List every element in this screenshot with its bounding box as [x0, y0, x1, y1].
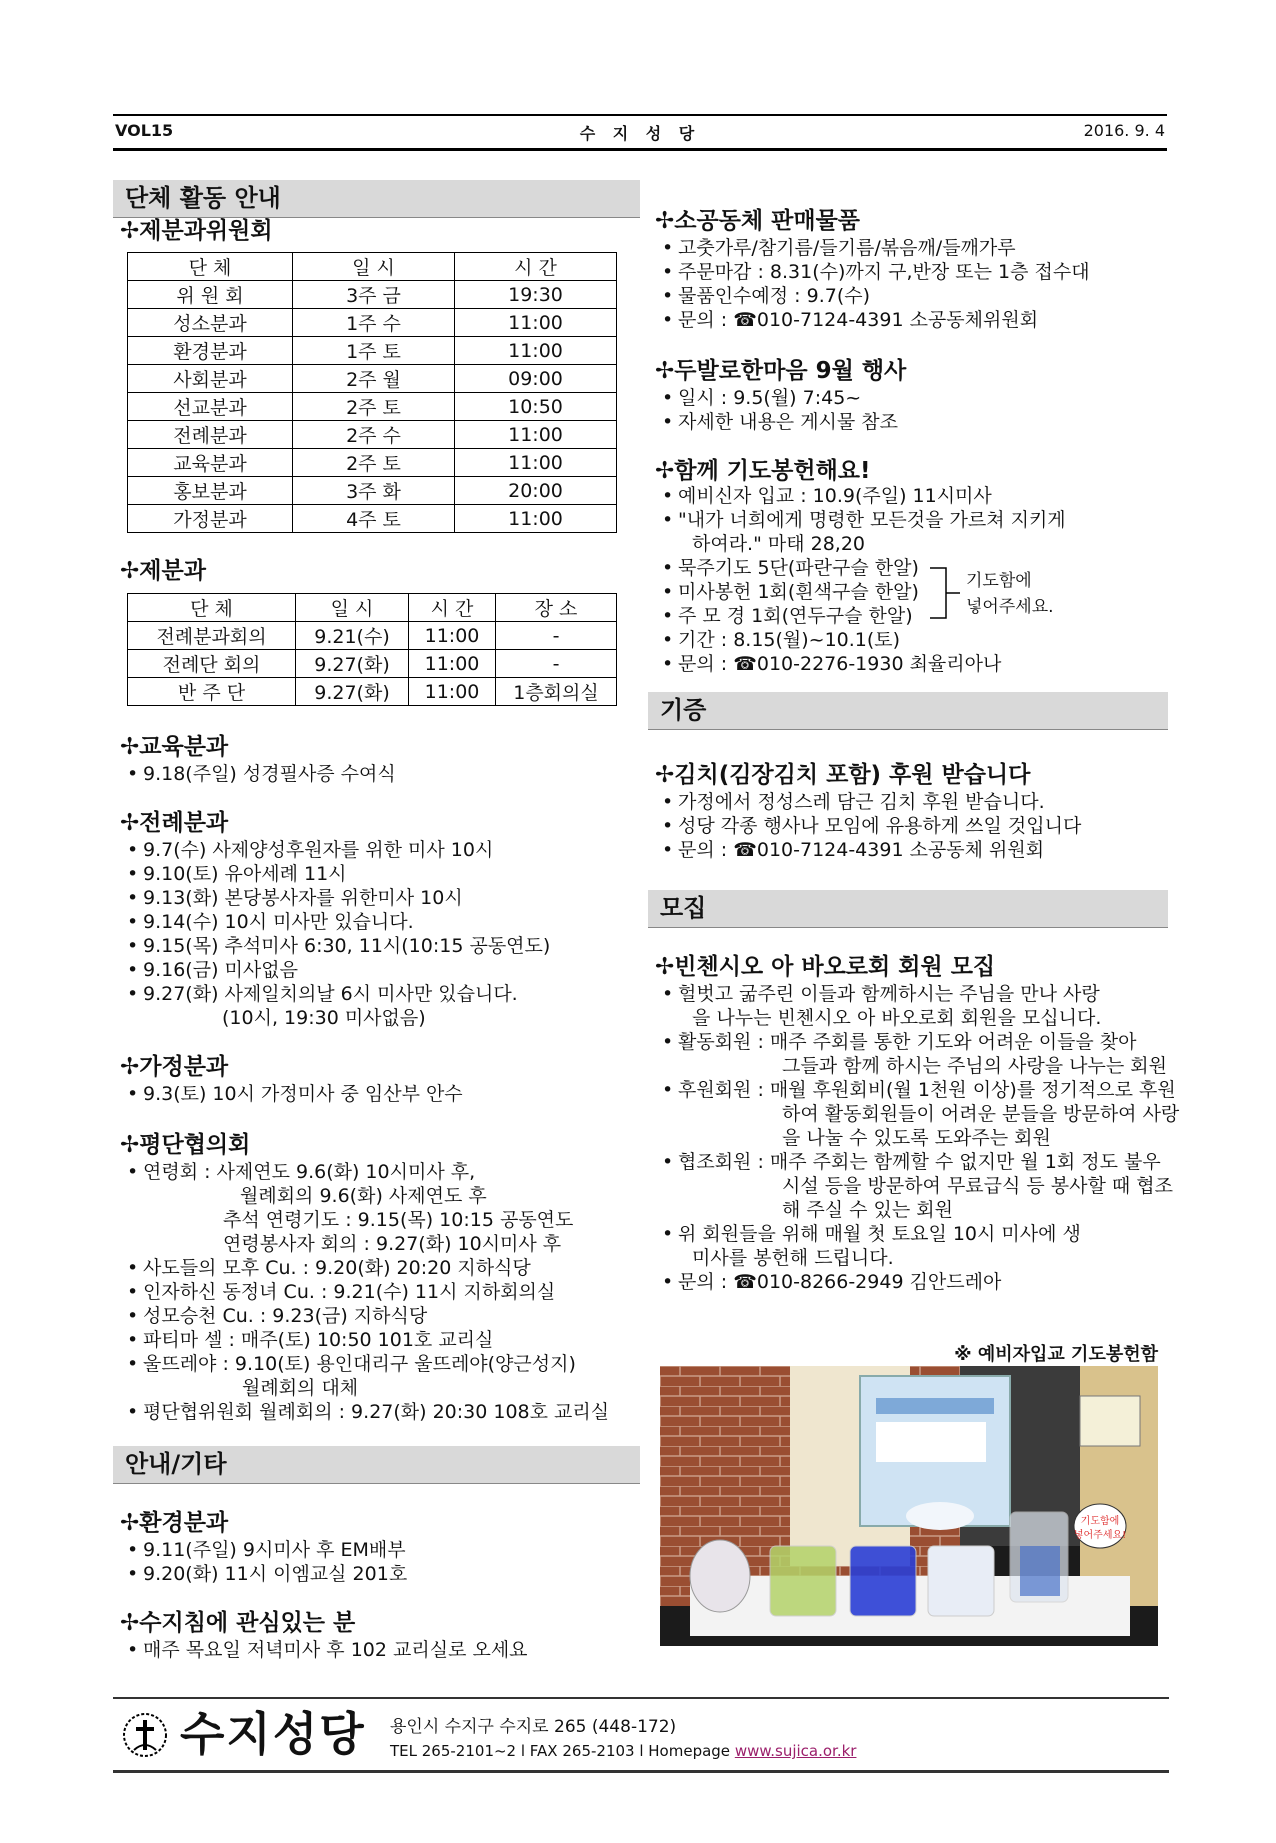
table-row	[128, 393, 617, 421]
footer-contact-text: TEL 265-2101~2 l FAX 265-2103 l Homepage	[390, 1742, 735, 1760]
table-cell: -	[496, 622, 617, 650]
table-row	[128, 449, 617, 477]
vincent-list-3	[662, 1078, 1176, 1102]
volume-label: VOL15	[115, 121, 174, 140]
table-cell: 위 원 회	[128, 281, 293, 309]
table-cell: 2주 토	[293, 393, 455, 421]
list-item-continuation: 월례회의 9.6(화) 사제연도 후	[240, 1185, 487, 1207]
table-header-row	[128, 594, 617, 622]
table-cell: 반 주 단	[128, 678, 296, 706]
church-logo-icon	[122, 1712, 168, 1758]
list-item: • 9.3(토) 10시 가정미사 중 임산부 안수	[127, 1082, 463, 1106]
list-item: • 매주 목요일 저녁미사 후 102 교리실로 오세요	[127, 1638, 528, 1662]
table-cell: 11:00	[455, 309, 617, 337]
table-cell: 가정분과	[128, 505, 293, 533]
table-cell: 선교분과	[128, 393, 293, 421]
list-item: • 미사봉헌 1회(흰색구슬 한알)	[662, 580, 919, 604]
list-item: • 기간 : 8.15(월)~10.1(토)	[662, 628, 1001, 652]
list-item: • 위 회원들을 위해 매월 첫 토요일 10시 미사에 생	[662, 1222, 1081, 1246]
table-cell: 1층회의실	[496, 678, 617, 706]
table-row	[128, 337, 617, 365]
table-cell: 10:50	[455, 393, 617, 421]
list-item: • 9.20(화) 11시 이엠교실 201호	[127, 1562, 407, 1586]
table-cell: 사회분과	[128, 365, 293, 393]
table-cell: 전례분과	[128, 421, 293, 449]
table-cell: 11:00	[409, 650, 496, 678]
table-header: 시 간	[455, 253, 617, 281]
laity-list-2	[127, 1256, 576, 1376]
list-item: • 9.13(화) 본당봉사자를 위한미사 10시	[127, 886, 550, 910]
list-item-continuation: 을 나누는 빈첸시오 아 바오로회 회원을 모십니다.	[692, 1007, 1102, 1029]
list-item: • 성모승천 Cu. : 9.23(금) 지하식당	[127, 1304, 576, 1328]
list-item: • 연령회 : 사제연도 9.6(화) 10시미사 후,	[127, 1160, 475, 1184]
list-item: • 사도들의 모후 Cu. : 9.20(화) 20:20 지하식당	[127, 1256, 576, 1280]
heading-committee: ✢제분과위원회	[120, 218, 273, 244]
dubal-list	[662, 386, 898, 434]
list-item: • 협조회원 : 매주 주회는 함께할 수 없지만 월 1회 정도 불우	[662, 1150, 1161, 1174]
heading-prayer: ✢함께 기도봉헌해요!	[655, 458, 871, 484]
list-item: • 예비신자 입교 : 10.9(주일) 11시미사	[662, 484, 1066, 508]
table-header: 단 체	[128, 594, 296, 622]
table-cell: 11:00	[409, 622, 496, 650]
list-item-continuation: 미사를 봉헌해 드립니다.	[692, 1247, 894, 1269]
table-cell: 교육분과	[128, 449, 293, 477]
list-item: • 가정에서 정성스레 담근 김치 후원 받습니다.	[662, 790, 1081, 814]
table-header: 시 간	[409, 594, 496, 622]
liturgy-list	[127, 838, 550, 1006]
table-cell: 2주 월	[293, 365, 455, 393]
list-item: • 파티마 셀 : 매주(토) 10:50 101호 교리실	[127, 1328, 576, 1352]
list-item: • 자세한 내용은 게시물 참조	[662, 410, 898, 434]
heading-dubal: ✢두발로한마음 9월 행사	[655, 358, 907, 384]
heading-kimchi: ✢김치(김장김치 포함) 후원 받습니다	[655, 762, 1031, 788]
table-header: 일 시	[293, 253, 455, 281]
parish-title: 수 지 성 당	[579, 124, 701, 143]
community-list	[662, 236, 1090, 332]
heading-laity-council: ✢평단협의회	[120, 1132, 251, 1158]
heading-education: ✢교육분과	[120, 734, 229, 760]
list-item-continuation: 그들과 함께 하시는 주님의 사랑을 나누는 회원	[782, 1055, 1167, 1077]
table-cell: 1주 토	[293, 337, 455, 365]
table-cell: 09:00	[455, 365, 617, 393]
subcommittee-table	[127, 593, 617, 706]
education-list	[127, 762, 396, 786]
footer-address: 용인시 수지구 수지로 265 (448-172)	[390, 1717, 677, 1737]
table-cell: 11:00	[409, 678, 496, 706]
list-item: • 물품인수예정 : 9.7(수)	[662, 284, 1090, 308]
vincent-list-4	[662, 1150, 1161, 1174]
list-item-continuation: 시설 등을 방문하여 무료급식 등 봉사할 때 협조	[782, 1175, 1174, 1197]
footer-logo-text: 수지성당	[180, 1707, 366, 1761]
table-header: 단 체	[128, 253, 293, 281]
footer-contact	[390, 1742, 856, 1760]
list-item: • 울뜨레야 : 9.10(토) 용인대리구 울뜨레야(양근성지)	[127, 1352, 576, 1376]
footer-rule-bottom	[113, 1770, 1169, 1773]
table-header-row	[128, 253, 617, 281]
table-cell: 2주 수	[293, 421, 455, 449]
table-cell: 20:00	[455, 477, 617, 505]
table-cell: 9.27(화)	[296, 678, 409, 706]
kimchi-list	[662, 790, 1081, 862]
list-item: • 문의 : ☎010-2276-1930 최율리아나	[662, 652, 1001, 676]
list-item: • 문의 : ☎010-7124-4391 소공동체 위원회	[662, 838, 1081, 862]
page-header	[113, 114, 1167, 151]
heading-subcommittee: ✢제분과	[120, 558, 206, 584]
heading-suji-acupuncture: ✢수지침에 관심있는 분	[120, 1610, 356, 1636]
list-item: • 주문마감 : 8.31(수)까지 구,반장 또는 1층 접수대	[662, 260, 1090, 284]
heading-liturgy: ✢전례분과	[120, 810, 229, 836]
table-cell: 3주 화	[293, 477, 455, 505]
list-item: • 인자하신 동정녀 Cu. : 9.21(수) 11시 지하회의실	[127, 1280, 576, 1304]
table-cell: 9.27(화)	[296, 650, 409, 678]
list-item: • 9.27(화) 사제일치의날 6시 미사만 있습니다.	[127, 982, 550, 1006]
list-item: • 문의 : ☎010-7124-4391 소공동체위원회	[662, 308, 1090, 332]
heading-vincent: ✢빈첸시오 아 바오로회 회원 모집	[655, 954, 996, 980]
photo-sign-text: 기도함에	[1080, 1516, 1120, 1527]
list-item: • 헐벗고 굶주린 이들과 함께하시는 주님을 만나 사랑	[662, 982, 1100, 1006]
table-row	[128, 365, 617, 393]
table-cell: 19:30	[455, 281, 617, 309]
table-row	[128, 650, 617, 678]
list-item: • 9.11(주일) 9시미사 후 EM배부	[127, 1538, 407, 1562]
photo-caption: ※ 예비자입교 기도봉헌함	[954, 1344, 1158, 1365]
homepage-link[interactable]: www.sujica.or.kr	[734, 1742, 857, 1760]
issue-date: 2016. 9. 4	[1083, 121, 1165, 140]
list-item: • 9.7(수) 사제양성후원자를 위한 미사 10시	[127, 838, 550, 862]
committee-table	[127, 252, 617, 533]
list-item: • 묵주기도 5단(파란구슬 한알)	[662, 556, 919, 580]
table-row	[128, 622, 617, 650]
list-item: • 문의 : ☎010-8266-2949 김안드레아	[662, 1270, 1001, 1294]
table-cell: 전례단 회의	[128, 650, 296, 678]
table-cell: 성소분과	[128, 309, 293, 337]
table-row	[128, 678, 617, 706]
brace-note: 기도함에	[966, 571, 1032, 591]
prayer-box-photo	[660, 1366, 1158, 1646]
photo-sign-text: 넣어주세요!	[1073, 1530, 1127, 1541]
list-item: • "내가 너희에게 명령한 모든것을 가르쳐 지키게	[662, 508, 1066, 532]
list-item: • 성당 각종 행사나 모임에 유용하게 쓰일 것입니다	[662, 814, 1081, 838]
table-cell: 홍보분과	[128, 477, 293, 505]
laity-list	[127, 1160, 475, 1184]
section-group-activities: 단체 활동 안내	[113, 180, 640, 218]
list-item: • 고춧가루/참기름/들기름/볶음깨/들깨가루	[662, 236, 1090, 260]
list-item: • 9.15(목) 추석미사 6:30, 11시(10:15 공동연도)	[127, 934, 550, 958]
list-item: • 주 모 경 1회(연두구슬 한알)	[662, 604, 919, 628]
list-item: • 9.14(수) 10시 미사만 있습니다.	[127, 910, 550, 934]
list-item: • 9.18(주일) 성경필사증 수여식	[127, 762, 396, 786]
table-row	[128, 309, 617, 337]
prayer-list-2	[662, 628, 1001, 676]
table-cell: 4주 토	[293, 505, 455, 533]
footer-rule	[113, 1697, 1169, 1699]
table-row	[128, 505, 617, 533]
list-item: • 9.10(토) 유아세례 11시	[127, 862, 550, 886]
brace-note: 넣어주세요.	[966, 597, 1054, 617]
suji-list	[127, 1638, 528, 1662]
heading-family: ✢가정분과	[120, 1054, 229, 1080]
list-item-continuation: 연령봉사자 회의 : 9.27(화) 10시미사 후	[223, 1233, 562, 1255]
list-item-continuation: 추석 연령기도 : 9.15(목) 10:15 공동연도	[223, 1209, 574, 1231]
section-recruitment: 모집	[648, 890, 1168, 928]
family-list	[127, 1082, 463, 1106]
table-cell: 11:00	[455, 505, 617, 533]
laity-list-3	[127, 1400, 609, 1424]
table-cell: 3주 금	[293, 281, 455, 309]
table-cell: 환경분과	[128, 337, 293, 365]
prayer-brace-list	[662, 556, 919, 628]
section-donation: 기증	[648, 692, 1168, 730]
list-item: • 후원회원 : 매월 후원회비(월 1천원 이상)를 정기적으로 후원	[662, 1078, 1176, 1102]
vincent-list	[662, 982, 1100, 1006]
environment-list	[127, 1538, 407, 1586]
list-item-continuation: (10시, 19:30 미사없음)	[222, 1007, 426, 1029]
list-item-continuation: 을 나눌 수 있도록 도와주는 회원	[782, 1127, 1051, 1149]
list-item: • 9.16(금) 미사없음	[127, 958, 550, 982]
heading-community-sales: ✢소공동체 판매물품	[655, 208, 861, 234]
list-item: • 활동회원 : 매주 주회를 통한 기도와 어려운 이들을 찾아	[662, 1030, 1137, 1054]
list-item: • 평단협위원회 월례회의 : 9.27(화) 20:30 108호 교리실	[127, 1400, 609, 1424]
list-item: • 일시 : 9.5(월) 7:45~	[662, 386, 898, 410]
section-info-misc: 안내/기타	[113, 1446, 640, 1484]
prayer-list	[662, 484, 1066, 532]
table-row	[128, 281, 617, 309]
list-item-continuation: 해 주실 수 있는 회원	[782, 1199, 953, 1221]
table-header: 일 시	[296, 594, 409, 622]
list-item-continuation: 하여 활동회원들이 어려운 분들을 방문하여 사랑	[782, 1103, 1180, 1125]
list-item-continuation: 월례회의 대체	[242, 1377, 359, 1399]
vincent-list-2	[662, 1030, 1137, 1054]
table-cell: 1주 수	[293, 309, 455, 337]
table-cell: 전례분과회의	[128, 622, 296, 650]
table-cell: 11:00	[455, 421, 617, 449]
heading-environment: ✢환경분과	[120, 1510, 229, 1536]
vincent-list-5	[662, 1222, 1081, 1246]
table-row	[128, 421, 617, 449]
list-item-continuation: 하여라." 마태 28,20	[692, 533, 866, 555]
table-cell: 2주 토	[293, 449, 455, 477]
table-cell: 11:00	[455, 337, 617, 365]
table-cell: -	[496, 650, 617, 678]
table-cell: 9.21(수)	[296, 622, 409, 650]
brace-connector	[928, 556, 962, 628]
table-header: 장 소	[496, 594, 617, 622]
table-row	[128, 477, 617, 505]
table-cell: 11:00	[455, 449, 617, 477]
vincent-list-6	[662, 1270, 1001, 1294]
